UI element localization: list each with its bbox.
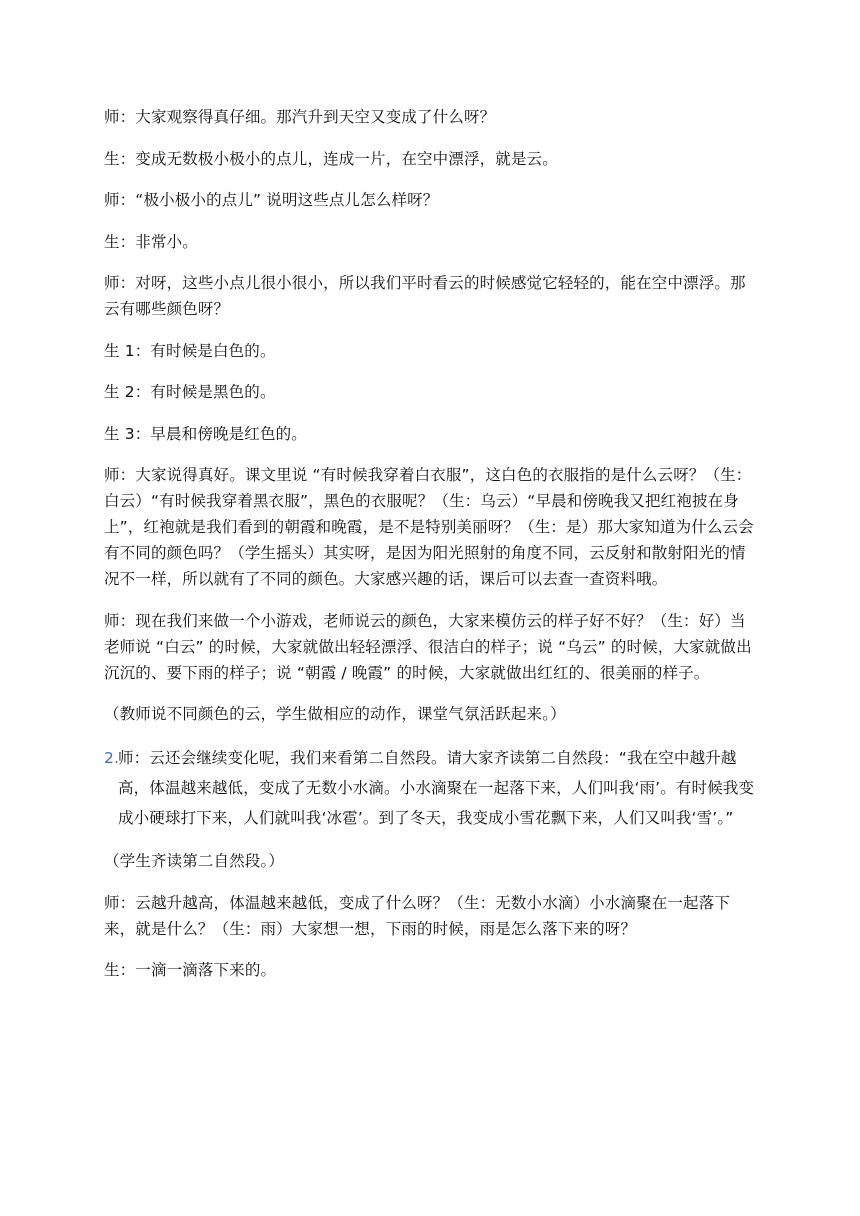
paragraph: 师：对呀，这些小点儿很小很小，所以我们平时看云的时候感觉它轻轻的，能在空中漂浮。那云有哪些颜色呀？ [104, 274, 746, 318]
numbered-list-item [104, 743, 756, 833]
paragraph: 师：云越升越高，体温越来越低，变成了什么呀？（生：无数小水滴）小水滴聚在一起落下来，就是什么？（生：雨）大家想一想，下雨的时候，雨是怎么落下来的呀？ [104, 893, 731, 938]
paragraph: （学生齐读第二自然段。） [104, 852, 285, 870]
list-number: 2. [104, 748, 120, 767]
paragraph: 生：变成无数极小极小的点儿，连成一片，在空中漂浮，就是云。 [104, 149, 558, 168]
document-body [104, 104, 756, 999]
paragraph: （教师说不同颜色的云，学生做相应的动作，课堂气氛活跃起来。） [104, 705, 566, 723]
paragraph: 生：非常小。 [104, 232, 198, 251]
paragraph: 师：大家说得真好。课文里说 “有时候我穿着白衣服”，这白色的衣服指的是什么云呀？（生：白云）“有时候我穿着黑衣服”，黑色的衣服呢？（生：乌云）“早晨和傍晚我又把红袍披在身上”，红袍就是我们看到的朝霞和晚霞，是不是特别美丽呀？（生：是）那大家知道为什么云会有不同的颜色吗？（学生摇头）其实呀，是因为阳光照射的角度不同，云反射和散射阳光的情况不一样，所以就有了不同的颜色。大家感兴趣的话，课后可以去查一查资料哦。 [104, 466, 754, 588]
paragraph: 师：“极小极小的点儿” 说明这些点儿怎么样呀？ [104, 191, 439, 209]
paragraph: 师：大家观察得真仔细。那汽升到天空又变成了什么呀？ [104, 108, 496, 126]
list-item-text: 师：云还会继续变化呢，我们来看第二自然段。请大家齐读第二自然段：“我在空中越升越高，体温越来越低，变成了无数小水滴。小水滴聚在一起落下来，人们叫我‘雨’。有时候我变成小硬球打下来，人们就叫我‘冰雹’。到了冬天，我变成小雪花飘下来，人们又叫我‘雪’。” [118, 748, 755, 827]
paragraph: 生：一滴一滴落下来的。 [104, 961, 277, 979]
paragraph: 生 1：有时候是白色的。 [104, 341, 276, 360]
paragraph: 师：现在我们来做一个小游戏，老师说云的颜色，大家来模仿云的样子好不好？（生：好）当老师说 “白云” 的时候，大家就做出轻轻漂浮、很洁白的样子；说 “乌云” 的时候，大家就做出沉沉的、要下雨的样子；说 “朝霞 / 晚霞” 的时候，大家就做出红红的、很美丽的样子。 [104, 611, 752, 682]
paragraph: 生 2：有时候是黑色的。 [104, 383, 276, 401]
paragraph: 生 3：早晨和傍晚是红色的。 [104, 424, 307, 443]
